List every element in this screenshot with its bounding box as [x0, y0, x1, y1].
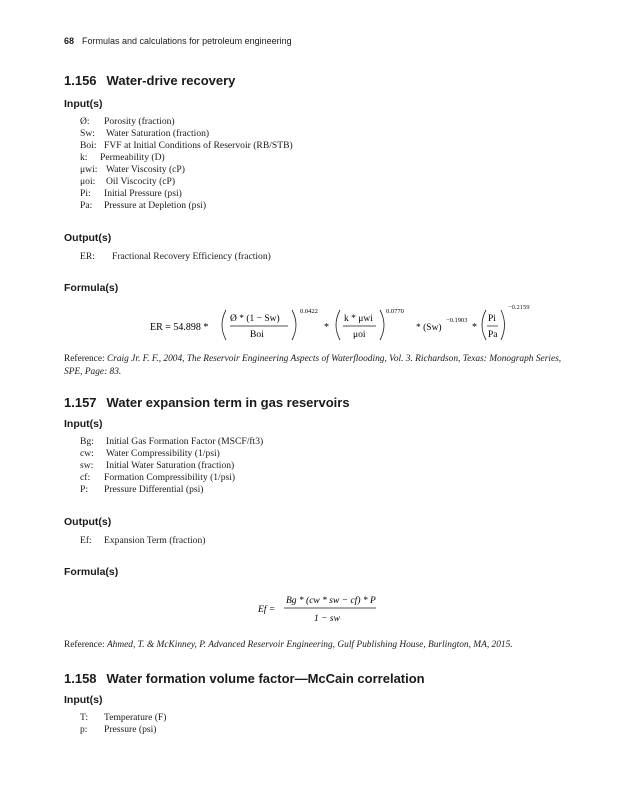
exponent-4: −0.2159: [508, 304, 530, 311]
fraction1-numerator: Ø * (1 − Sw): [230, 314, 280, 324]
formula-label: Formula(s): [64, 282, 119, 294]
paren-left: [336, 310, 340, 340]
input-desc: Oil Viscocity (cP): [106, 176, 176, 187]
running-header: [64, 36, 292, 46]
formula-lhs: ER = 54.898 *: [150, 322, 209, 333]
paren-right: [292, 310, 296, 340]
input-symbol: μwi:: [80, 164, 98, 175]
input-symbol: Pa:: [80, 200, 93, 211]
input-symbol: Ø:: [80, 116, 90, 127]
input-row: [80, 152, 165, 164]
input-desc: Porosity (fraction): [104, 116, 175, 127]
input-desc: Pressure (psi): [104, 724, 157, 735]
fraction2-numerator: k * μwi: [344, 314, 373, 324]
input-row: [80, 484, 203, 496]
input-row: [80, 188, 182, 200]
multiply-sign: *: [324, 322, 329, 333]
input-row: [80, 448, 220, 460]
input-desc: Formation Compressibility (1/psi): [104, 472, 236, 483]
input-desc: Pressure at Depletion (psi): [104, 200, 207, 211]
input-symbol: T:: [80, 712, 89, 723]
input-row: [80, 128, 209, 140]
fraction3-numerator: Pi: [488, 314, 496, 324]
running-title: Formulas and calculations for petroleum engineering: [82, 36, 292, 46]
inputs-label: Input(s): [64, 694, 103, 706]
reference-text: Ahmed, T. & McKinney, P. Advanced Reservoir Engineering, Gulf Publishing House, Burlington, MA, 2015.: [106, 640, 513, 650]
exponent-3: −0.1903: [446, 317, 468, 324]
input-symbol: cw:: [80, 448, 94, 459]
input-desc: Water Viscosity (cP): [106, 164, 185, 175]
section-heading-1-158: [64, 671, 425, 686]
section-heading-1-157: [64, 395, 350, 410]
formula-graphic: [258, 588, 408, 628]
reference-1-156: [64, 353, 564, 379]
output-symbol: ER:: [80, 251, 95, 262]
section-title: Water formation volume factor—McCain correlation: [106, 671, 425, 686]
sw-term: * (Sw): [416, 323, 442, 333]
inputs-label: Input(s): [64, 418, 103, 430]
multiply-sign: *: [472, 322, 477, 333]
section-number: 1.156: [64, 73, 97, 88]
formula-recovery: [150, 302, 510, 348]
section-number: 1.158: [64, 671, 97, 686]
input-row: [80, 200, 206, 212]
input-symbol: μoi:: [80, 176, 96, 187]
output-symbol: Ef:: [80, 535, 92, 546]
input-row: [80, 140, 293, 152]
output-desc: Fractional Recovery Efficiency (fraction): [112, 251, 271, 262]
section-title: Water-drive recovery: [106, 73, 236, 88]
input-row: [80, 116, 175, 128]
outputs-label: Output(s): [64, 516, 112, 528]
paren-left: [222, 310, 226, 340]
section-heading-1-156: [64, 73, 235, 88]
formula-lhs: Ef =: [258, 605, 276, 615]
section-number: 1.157: [64, 395, 97, 410]
reference-1-157: [64, 639, 584, 652]
reference-text: Craig Jr. F. F., 2004, The Reservoir Engineering Aspects of Waterflooding, Vol. 3. Richardson, Texas: Monograph Series, SPE, Page: 83.: [64, 354, 562, 377]
exponent-1: 0.0422: [300, 308, 318, 315]
exponent-2: 0.0770: [386, 308, 404, 315]
input-row: [80, 724, 157, 736]
input-row: [80, 712, 166, 724]
formula-numerator: Bg * (cw * sw − cf) * P: [286, 596, 376, 606]
input-desc: Water Compressibility (1/psi): [106, 448, 220, 459]
input-desc: Permeability (D): [100, 152, 165, 163]
input-desc: Initial Gas Formation Factor (MSCF/ft3): [106, 436, 264, 447]
input-desc: Water Saturation (fraction): [106, 128, 210, 139]
input-symbol: k:: [80, 152, 88, 163]
formula-denominator: 1 − sw: [314, 614, 340, 624]
formula-graphic: [150, 302, 510, 348]
output-row: [80, 535, 205, 547]
input-symbol: Sw:: [80, 128, 95, 139]
input-symbol: cf:: [80, 472, 91, 483]
fraction3-denominator: Pa: [488, 330, 498, 340]
input-row: [80, 472, 235, 484]
reference-label: Reference:: [64, 640, 105, 650]
formula-label: Formula(s): [64, 566, 119, 578]
input-symbol: p:: [80, 724, 88, 735]
input-symbol: Boi:: [80, 140, 97, 151]
input-row: [80, 176, 175, 188]
input-row: [80, 436, 263, 448]
section-title: Water expansion term in gas reservoirs: [106, 395, 350, 410]
input-row: [80, 460, 234, 472]
input-symbol: sw:: [80, 460, 94, 471]
input-symbol: Bg:: [80, 436, 94, 447]
input-desc: Temperature (F): [104, 712, 167, 723]
paren-right: [501, 310, 505, 340]
fraction2-denominator: μoi: [353, 330, 366, 340]
outputs-label: Output(s): [64, 232, 112, 244]
input-symbol: P:: [80, 484, 89, 495]
page-number: 68: [64, 36, 75, 46]
formula-expansion: [258, 588, 408, 628]
fraction1-denominator: Boi: [250, 330, 264, 340]
input-desc: Initial Water Saturation (fraction): [106, 460, 235, 471]
output-desc: Expansion Term (fraction): [104, 535, 206, 546]
paren-right: [380, 310, 384, 340]
reference-label: Reference:: [64, 354, 105, 364]
paren-left: [482, 310, 486, 340]
input-row: [80, 164, 185, 176]
output-row: [80, 251, 271, 263]
input-desc: FVF at Initial Conditions of Reservoir (RB/STB): [104, 140, 293, 151]
inputs-label: Input(s): [64, 98, 103, 110]
input-desc: Initial Pressure (psi): [104, 188, 182, 199]
input-symbol: Pi:: [80, 188, 91, 199]
input-desc: Pressure Differential (psi): [104, 484, 204, 495]
